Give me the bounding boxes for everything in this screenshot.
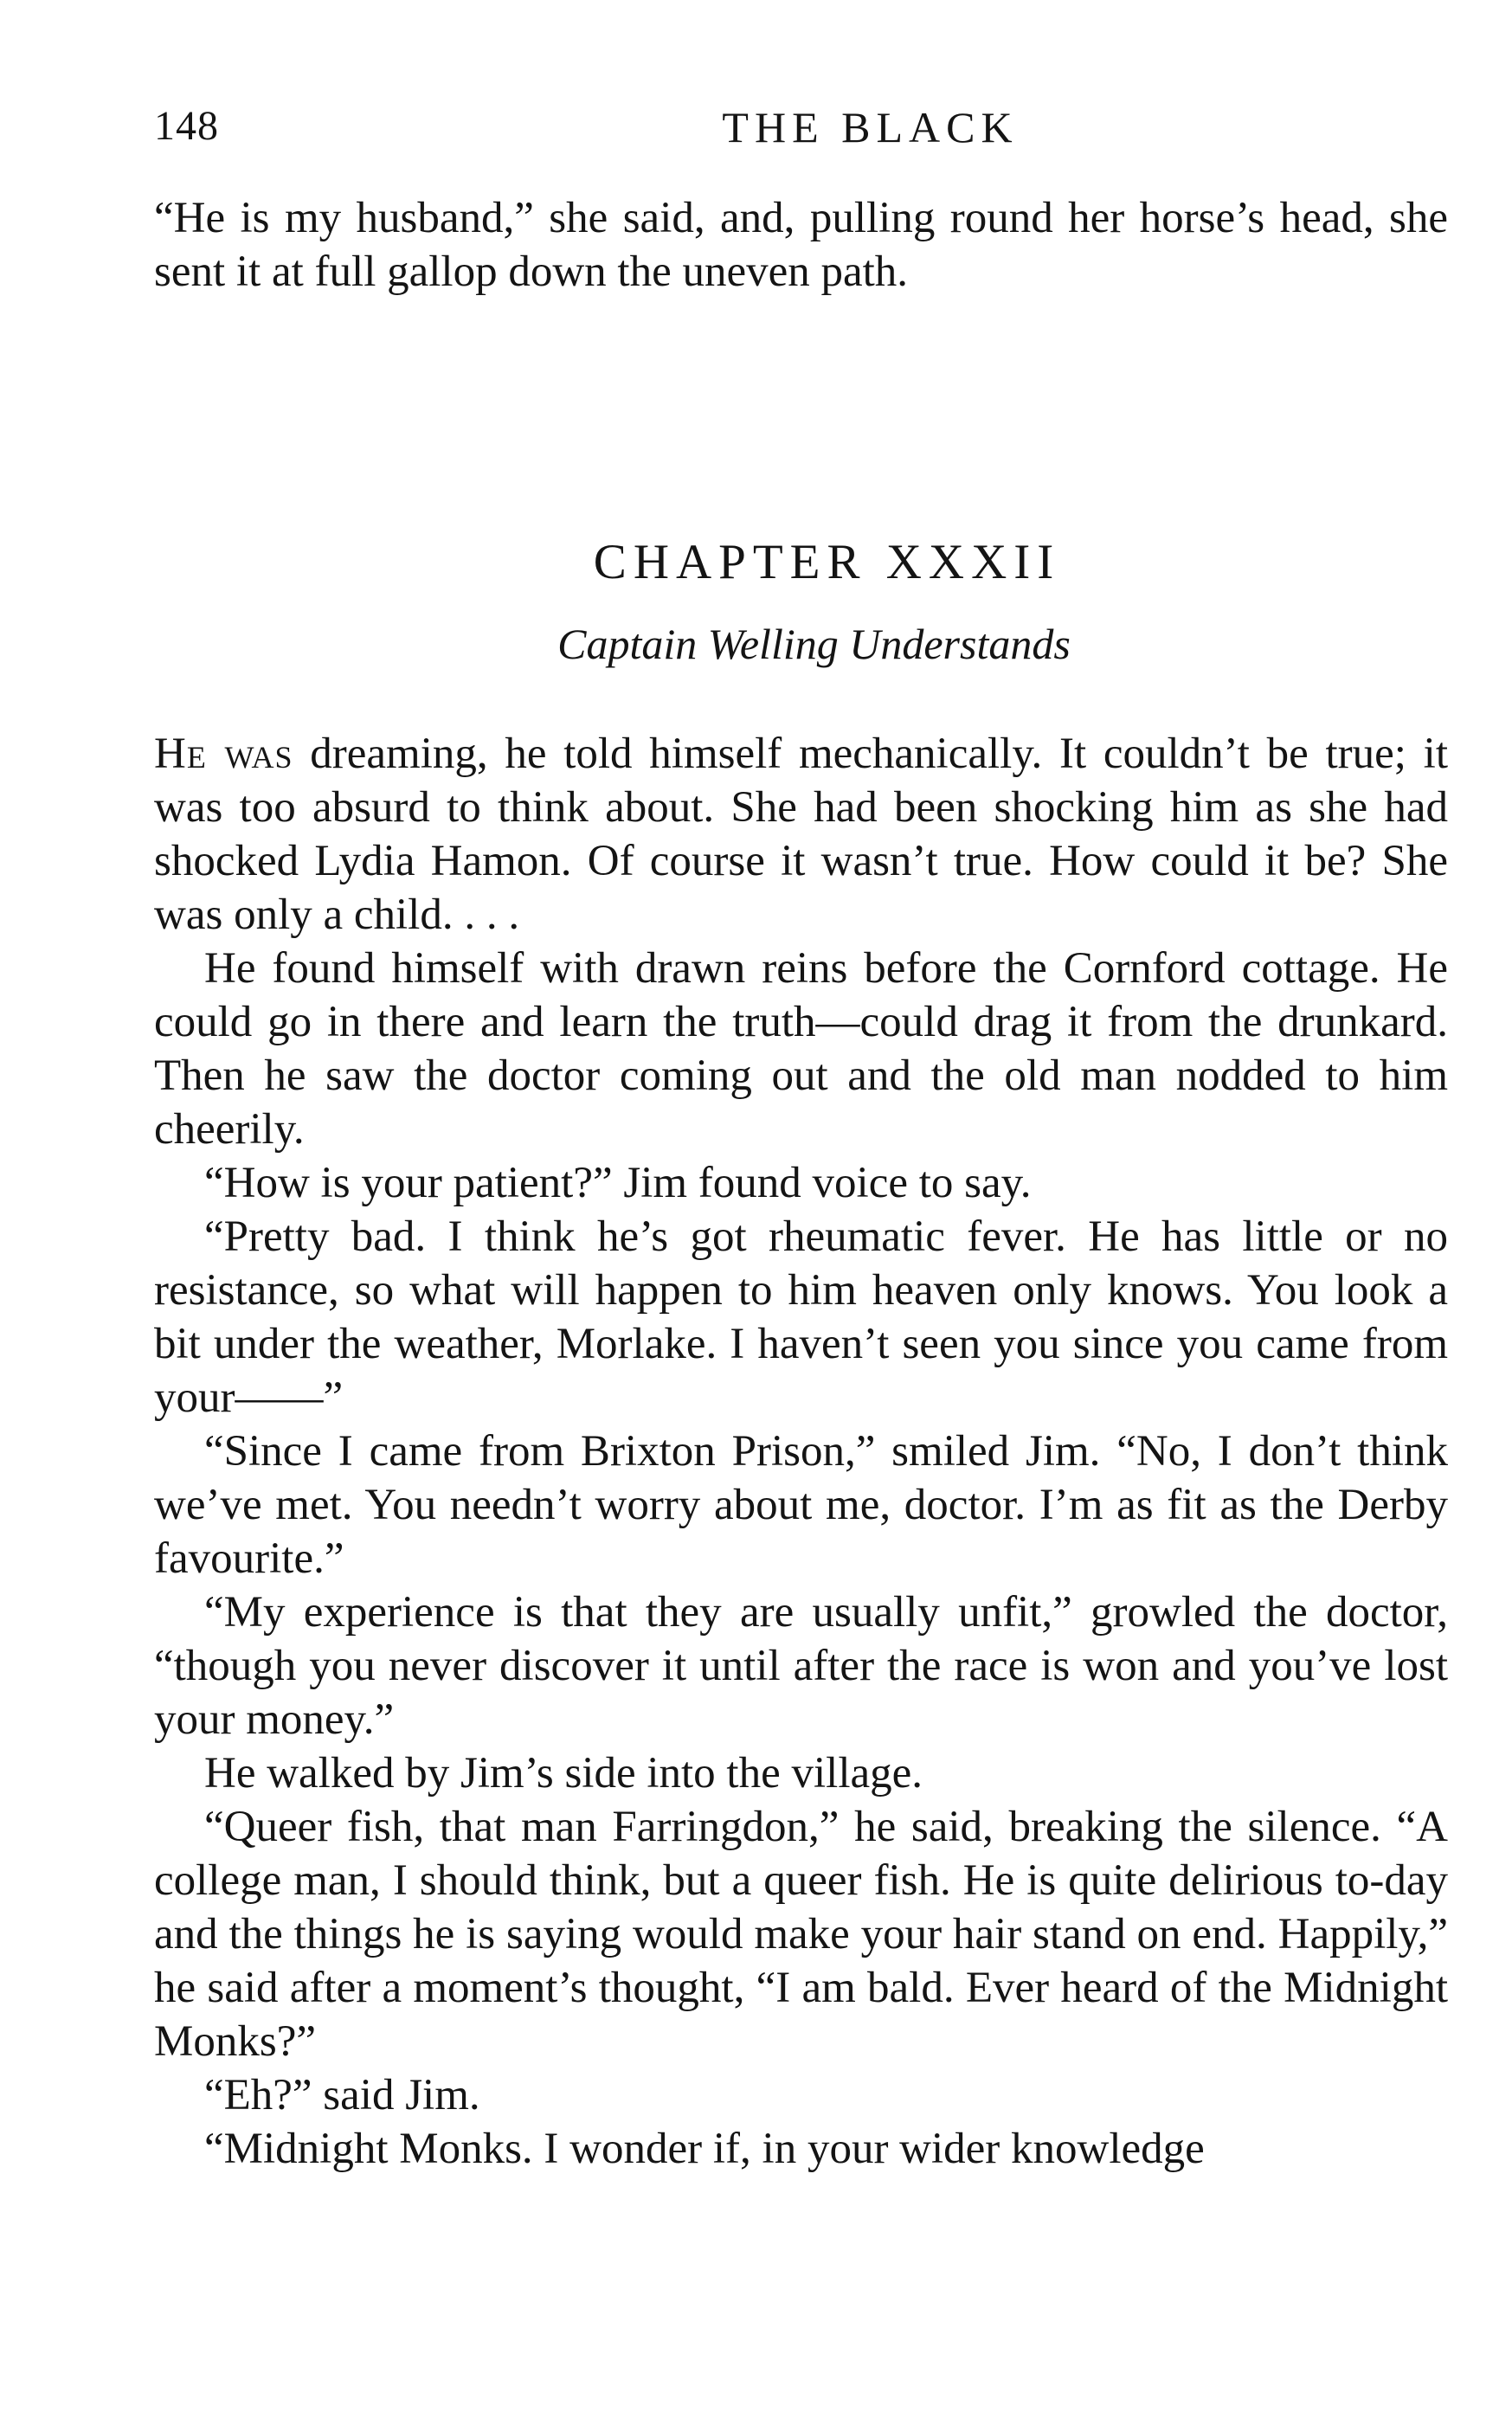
paragraph: “Queer fish, that man Farringdon,” he said, breaking the silence. “A college man, I should think, but a queer fish. He is quite delirious to-day and the things he is saying would make your hair stand on end. Happily,” he said after a moment’s thought, “I am bald. Ever heard of the Midnight Monks?”	[154, 1803, 1448, 2066]
chapter-lead-in: He was	[154, 730, 293, 778]
paragraph: “Midnight Monks. I wonder if, in your wider knowledge	[204, 2125, 1205, 2173]
previous-chapter-ending	[154, 191, 1448, 299]
chapter-first-paragraph	[154, 727, 1448, 942]
running-title: THE BLACK	[722, 103, 1019, 151]
paragraph: “Pretty bad. I think he’s got rheumatic fever. He has little or no resistance, so what will happen to him heaven only knows. You look a bit under the weather, Morlake. I haven’t seen you since you came from your——”	[154, 1212, 1448, 1422]
chapter-heading	[154, 528, 1448, 672]
paragraph: “Eh?” said Jim.	[204, 2071, 480, 2119]
chapter-first-paragraph-text: dreaming, he told himself mechanically. It couldn’t be true; it was too absurd to think about. She had been shocking him as she had shocked Lydia Hamon. Of course it wasn’t true. How could it be? She was only a child. . . .	[154, 730, 1448, 939]
chapter-title: CHAPTER XXXII	[593, 535, 1061, 589]
paragraph: He walked by Jim’s side into the village.	[204, 1749, 923, 1798]
running-head	[154, 102, 1448, 163]
chapter-text	[154, 727, 1448, 2176]
paragraph: He found himself with drawn reins before the Cornford cottage. He could go in there and learn the truth—could drag it from the drunkard. Then he saw the doctor coming out and the old man nodded to him cheerily.	[154, 944, 1448, 1154]
page-number: 148	[154, 103, 219, 149]
paragraph: “How is your patient?” Jim found voice to say.	[204, 1159, 1032, 1207]
chapter-subtitle: Captain Welling Understands	[557, 620, 1071, 668]
paragraph: “My experience is that they are usually unfit,” growled the doctor, “though you never discover it until after the race is won and you’ve lost your money.”	[154, 1588, 1448, 1744]
closing-paragraph: “He is my husband,” she said, and, pulling round her horse’s head, she sent it at full gallop down the uneven path.	[154, 194, 1448, 296]
paragraph: “Since I came from Brixton Prison,” smiled Jim. “No, I don’t think we’ve met. You needn’t worry about me, doctor. I’m as fit as the Derby favourite.”	[154, 1427, 1448, 1583]
